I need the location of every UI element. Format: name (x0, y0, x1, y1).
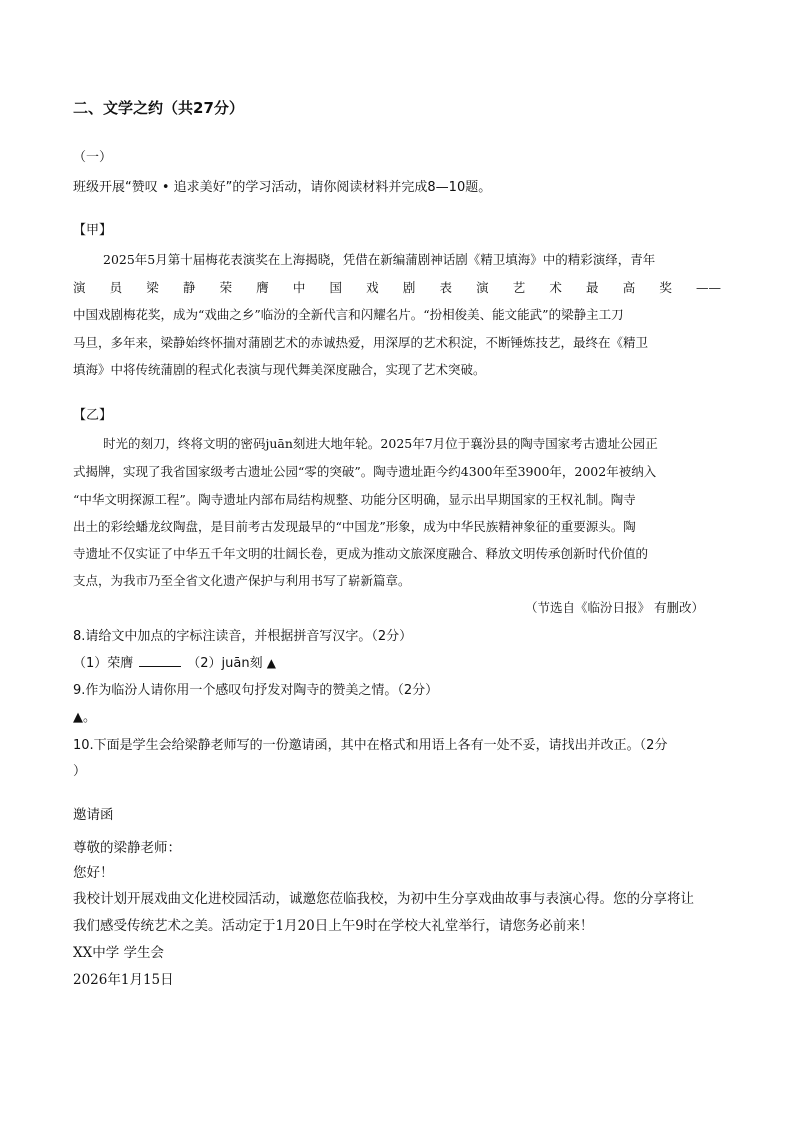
passage-yi-line: “中华文明探源工程”。陶寺遗址内部布局结构规整、功能分区明确，显示出早期国家的王权礼制。陶寺 (73, 492, 636, 507)
letter-body-line: 我校计划开展戏曲文化进校园活动，诚邀您莅临我校，为初中生分享戏曲故事与表演心得。您的分享将让 (73, 891, 694, 907)
answer-marker: ▲ (266, 656, 276, 670)
question-10-cont: ） (73, 764, 87, 779)
question-8-part1: （1）荣膺 (73, 656, 134, 671)
question-9: 9.作为临汾人请你用一个感叹句抒发对陶寺的赞美之情。（2分） (73, 683, 439, 698)
letter-salutation: 尊敬的梁静老师： (73, 840, 181, 856)
passage-source: （节选自《临汾日报》 有删改） (525, 600, 704, 615)
passage-yi-line: 寺遗址不仅实证了中华五千年文明的壮阔长卷，更成为推动文旅深度融合、释放文明传承创新时代价值的 (73, 546, 649, 561)
passage-yi-line: 出土的彩绘蟠龙纹陶盘，是目前考古发现最早的“中国龙”形象，成为中华民族精神象征的重要源头。陶 (73, 519, 636, 534)
passage-jia-line: 马旦，多年来，梁静始终怀揣对蒲剧艺术的赤诚热爱，用深厚的艺术积淀，不断锤炼技艺，最终在《精卫 (73, 335, 649, 350)
question-8-part2: （2）juān刻 (187, 656, 263, 671)
passage-jia-line: 填海》中将传统蒲剧的程式化表演与现代舞美深度融合，实现了艺术突破。 (73, 362, 486, 377)
letter-title: 邀请函 (73, 807, 114, 823)
letter-greeting: 您好！ (73, 865, 114, 881)
passage-yi-label: 【乙】 (73, 408, 113, 423)
question-10: 10.下面是学生会给梁静老师写的一份邀请函，其中在格式和用语上各有一处不妥，请找出并改正。（2分 (73, 738, 668, 753)
question-9-answer: ▲。 (73, 710, 96, 725)
passage-jia-line: 2025年5月第十届梅花表演奖在上海揭晓，凭借在新编蒲剧神话剧《精卫填海》中的精彩演绎，青年 (103, 252, 656, 267)
passage-jia-label: 【甲】 (73, 223, 113, 238)
letter-body-line: 我们感受传统艺术之美。活动定于1月20日上午9时在学校大礼堂举行，请您务必前来！ (73, 918, 594, 934)
passage-jia-line: 演 员 梁 静 荣 膺 中 国 戏 剧 表 演 艺 术 最 高 奖 —— (73, 280, 721, 295)
answer-blank[interactable] (139, 656, 181, 667)
passage-yi-line: 支点，为我市乃至全省文化遗产保护与利用书写了崭新篇章。 (73, 573, 411, 588)
part-label: （一） (73, 150, 113, 165)
section-title: 二、文学之约（共27分） (73, 99, 244, 117)
passage-jia-line: 中国戏剧梅花奖，成为“戏曲之乡”临汾的全新代言和闪耀名片。“扮相俊美、能文能武”的梁静主工刀 (73, 307, 624, 322)
letter-date: 2026年1月15日 (73, 972, 174, 988)
part-intro: 班级开展“赞叹 • 追求美好”的学习活动，请你阅读材料并完成8—10题。 (73, 180, 492, 195)
letter-signer: XX中学 学生会 (73, 945, 165, 961)
passage-yi-line: 式揭牌，实现了我省国家级考古遗址公园“零的突破”。陶寺遗址距今约4300年至3900年，2002年被纳入 (73, 464, 657, 479)
passage-yi-line: 时光的刻刀，终将文明的密码juān刻进大地年轮。2025年7月位于襄汾县的陶寺国家考古遗址公园正 (103, 436, 658, 451)
question-8: 8.请给文中加点的字标注读音，并根据拼音写汉字。（2分） (73, 629, 413, 644)
question-8-answers (73, 652, 276, 671)
